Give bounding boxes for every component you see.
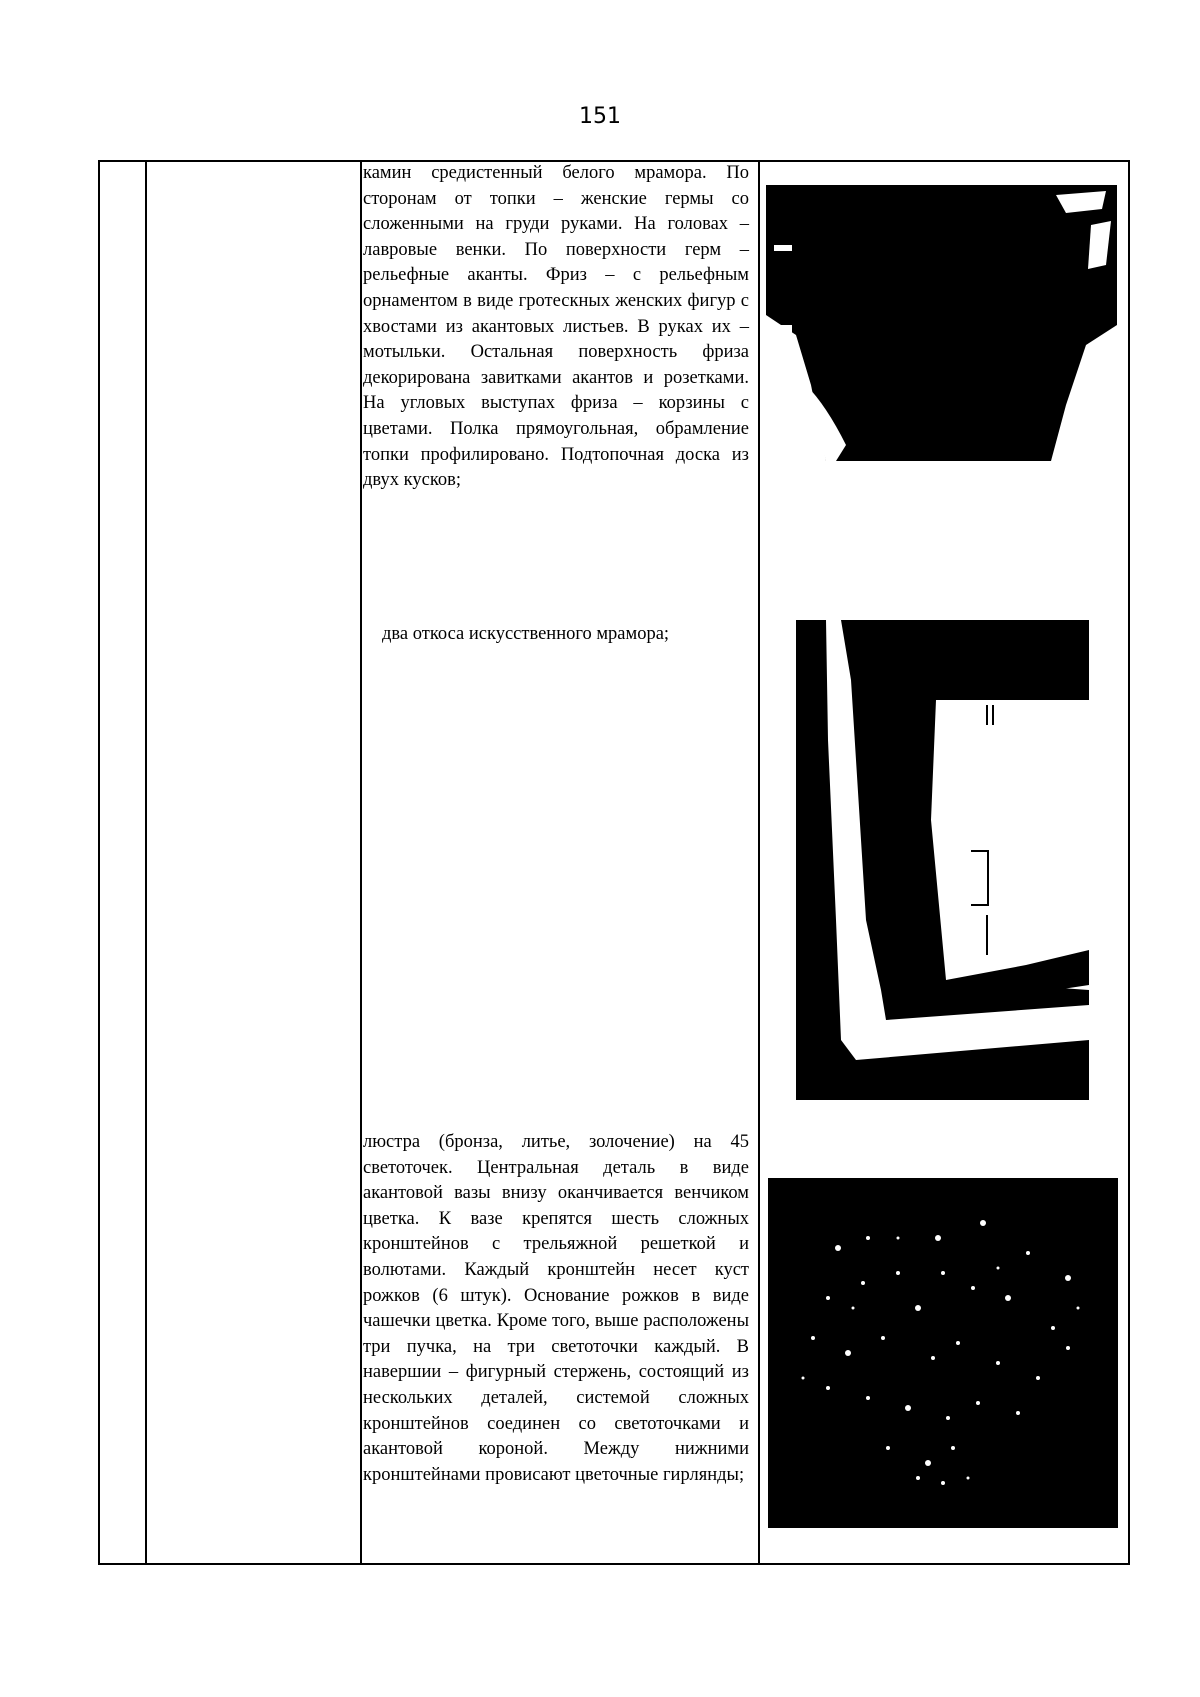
page-number: 151: [579, 104, 621, 129]
marble-slope-photo: [796, 620, 1089, 1100]
slopes-description: два откоса искусственного мрамора;: [382, 624, 670, 644]
chandelier-photo: [768, 1178, 1118, 1528]
fireplace-photo: [766, 185, 1117, 461]
column-divider-3: [758, 162, 760, 1563]
fireplace-description: камин средистенный белого мрамора. По сторонам от топки – женские гермы со сложенными на груди руками. На головах – лавровые венки. По поверхности герм – рельефные аканты. Фриз – с рельефным орнаментом в виде гротескных женских фигур с хвостами из акантовых листьев. В руках их – мотыльки. Остальная поверхность фриза декорирована завитками акантов и розетками. На угловых выступах фриза – корзины с цветами. Полка прямоугольная, обрамление топки профилировано. Подтопочная доска из двух кусков;: [363, 163, 749, 491]
column-divider-1: [145, 162, 147, 1563]
chandelier-description: люстра (бронза, литье, золочение) на 45 светоточек. Центральная деталь в виде акантовой вазы внизу оканчивается венчиком цветка. К вазе крепятся шесть сложных кронштейнов с трельяжной решеткой и волютами. Каждый кронштейн несет куст рожков (6 штук). Основание рожков в виде чашечки цветка. Кроме того, выше расположены три пучка, на три светоточки каждый. В навершии – фигурный стержень, состоящий из нескольких деталей, системой сложных кронштейнов соединен со светоточками и акантовой короной. Между нижними кронштейнами провисают цветочные гирлянды;: [363, 1132, 749, 1485]
column-divider-2: [360, 162, 362, 1563]
